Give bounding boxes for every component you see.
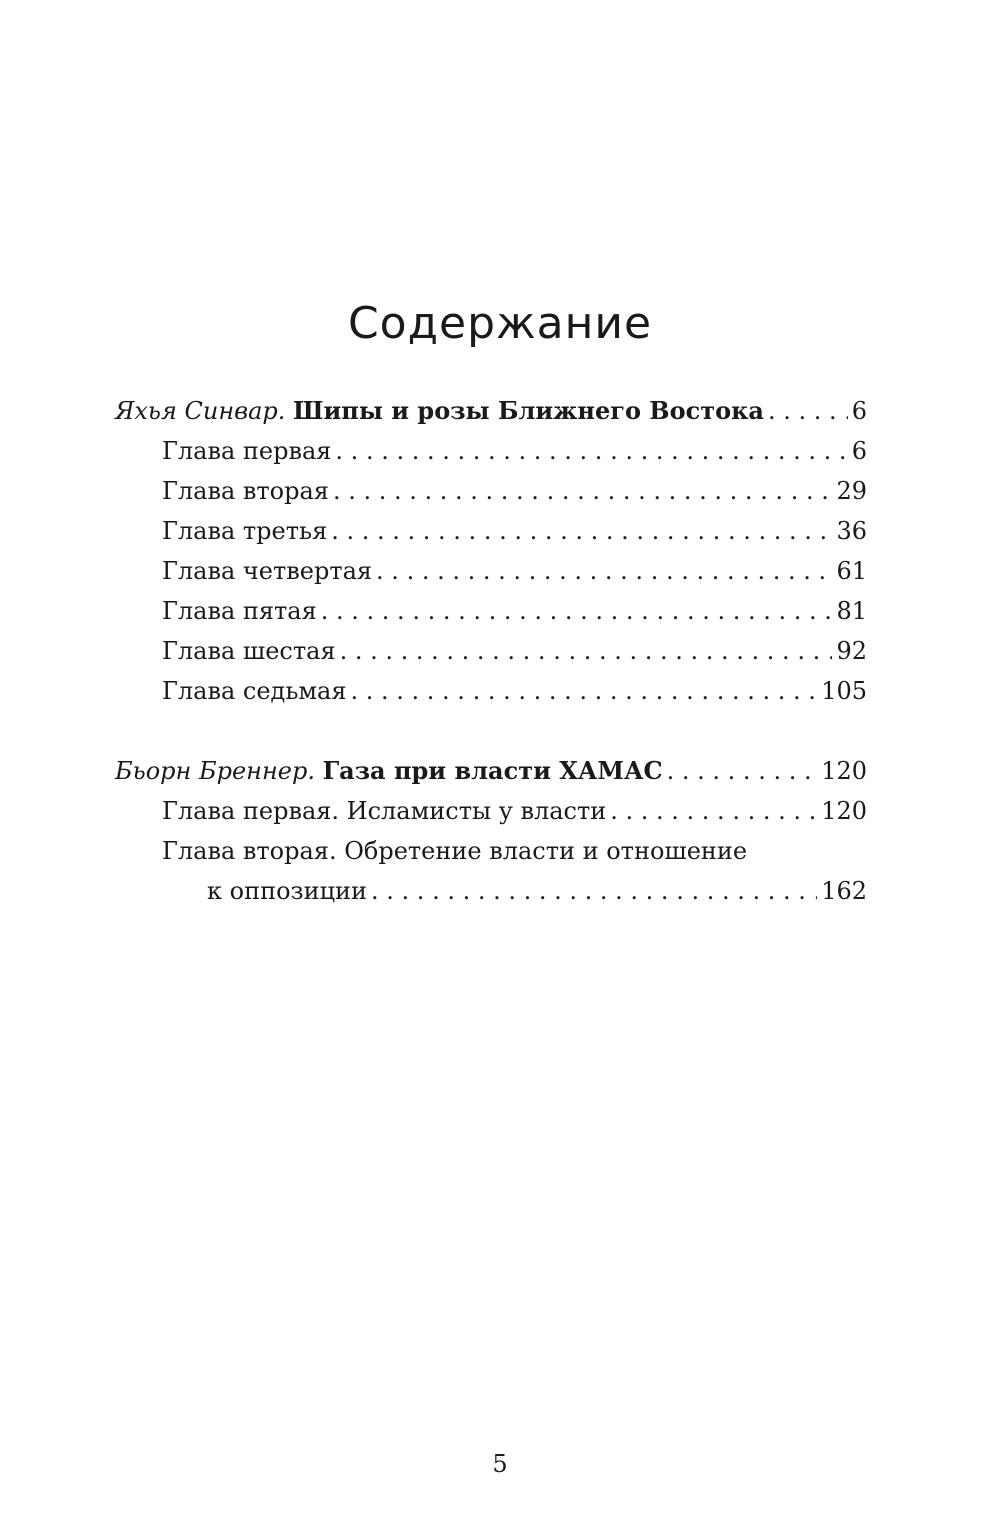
dot-leader — [321, 591, 833, 631]
toc-chapter[interactable] — [115, 831, 867, 871]
chapter-label: Глава третья — [162, 517, 328, 545]
dot-leader — [768, 391, 848, 431]
dot-leader — [333, 471, 833, 511]
page-number: 105 — [821, 677, 867, 705]
toc-chapter-continuation[interactable] — [115, 871, 867, 911]
page-number: 92 — [836, 637, 867, 665]
toc-chapter[interactable] — [115, 631, 867, 671]
chapter-label: Глава четвертая — [162, 557, 373, 585]
page-number: 36 — [836, 517, 867, 545]
dot-leader — [331, 511, 832, 551]
chapter-label-continuation: к оппозиции — [207, 877, 368, 905]
dot-leader — [376, 551, 832, 591]
toc-chapter[interactable] — [115, 791, 867, 831]
chapter-label: Глава вторая. Обретение власти и отношение — [162, 837, 748, 865]
chapter-label: Глава первая — [162, 437, 332, 465]
author-name: Бьорн Бреннер. — [115, 757, 315, 785]
toc-entry-label — [115, 391, 764, 431]
table-of-contents — [115, 391, 867, 911]
dot-leader — [371, 871, 817, 911]
chapter-label: Глава вторая — [162, 477, 329, 505]
page-number: 6 — [851, 397, 867, 425]
page-number: 81 — [836, 597, 867, 625]
toc-entry-part1[interactable] — [115, 391, 867, 431]
toc-chapter[interactable] — [115, 671, 867, 711]
page-number: 6 — [851, 437, 867, 465]
page-number: 29 — [836, 477, 867, 505]
chapter-label: Глава седьмая — [162, 677, 347, 705]
dot-leader — [340, 631, 833, 671]
toc-entry-part2[interactable] — [115, 751, 867, 791]
work-title: Шипы и розы Ближнего Востока — [293, 396, 764, 425]
page-number: 162 — [821, 877, 867, 905]
page-number-footer: 5 — [492, 1450, 508, 1478]
work-title: Газа при власти ХАМАС — [322, 756, 663, 785]
toc-chapter[interactable] — [115, 471, 867, 511]
author-name: Яхья Синвар. — [115, 397, 286, 425]
toc-entry-label — [115, 751, 663, 791]
dot-leader — [667, 751, 818, 791]
page-title: Содержание — [347, 298, 653, 349]
toc-chapter[interactable] — [115, 511, 867, 551]
page-number: 120 — [821, 757, 867, 785]
section-gap — [115, 711, 867, 751]
page-number: 61 — [836, 557, 867, 585]
dot-leader — [335, 431, 847, 471]
chapter-label: Глава пятая — [162, 597, 317, 625]
chapter-label: Глава первая. Исламисты у власти — [162, 797, 607, 825]
dot-leader — [351, 671, 818, 711]
toc-chapter[interactable] — [115, 431, 867, 471]
chapter-label: Глава шестая — [162, 637, 336, 665]
toc-chapter[interactable] — [115, 551, 867, 591]
page-number: 120 — [821, 797, 867, 825]
toc-chapter[interactable] — [115, 591, 867, 631]
dot-leader — [610, 791, 817, 831]
